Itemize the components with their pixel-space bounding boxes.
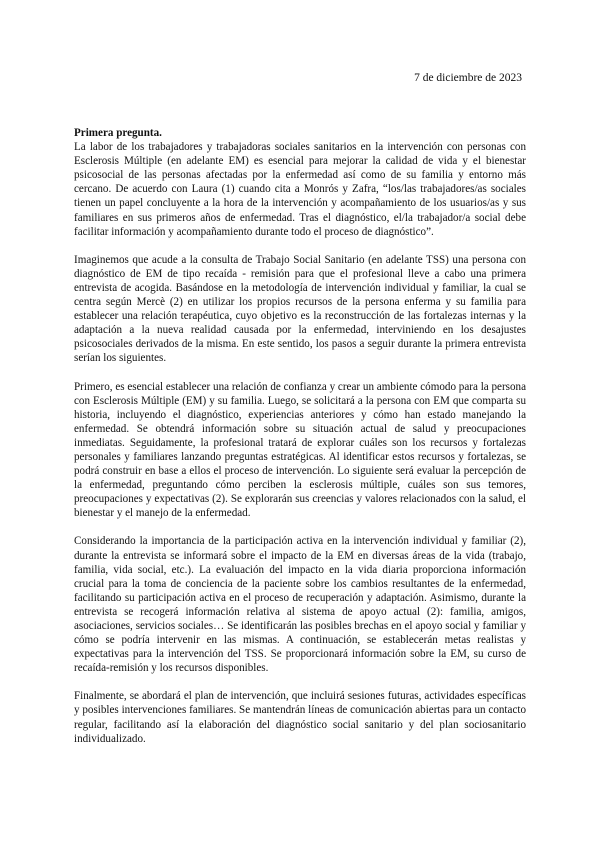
paragraph-5: Finalmente, se abordará el plan de intervención, que incluirá sesiones futuras, actividades específicas y posibles intervenciones familiares. Se mantendrán líneas de comunicación abiertas para un contacto regular, facilitando así la elaboración del diagnóstico social sanitario y del plan sociosanitario individualizado. xyxy=(74,690,526,745)
paragraph-4: Considerando la importancia de la participación activa en la intervención individual y familiar (2), durante la entrevista se informará sobre el impacto de la EM en diversas áreas de la vida (trabajo, familia, vida social, etc.). La evaluación del impacto en la vida diaria proporciona información crucial para la toma de conciencia de la paciente sobre los cambios resultantes de la enfermedad, facilitando su participación activa en el proceso de recuperación y adaptación. Asimismo, durante la entrevista se recogerá información relativa al sistema de apoyo actual (2): familia, amigos, asociaciones, servicios sociales… Se identificarán las posibles brechas en el apoyo social y familiar y cómo se podría intervenir en las mismas. A continuación, se establecerán metas realistas y expectativas para la intervención del TSS. Se proporcionará información sobre la EM, su curso de recaída-remisión y los recursos disponibles. xyxy=(74,535,526,675)
paragraph-3: Primero, es esencial establecer una relación de confianza y crear un ambiente cómodo para la persona con Esclerosis Múltiple (EM) y su familia. Luego, se solicitará a la persona con EM que comparta su historia, incluyendo el diagnóstico, experiencias anteriores y cómo han estado manejando la enfermedad. Se obtendrá información sobre su situación actual de salud y preocupaciones inmediatas. Seguidamente, la profesional tratará de explorar cuáles son los recursos y fortalezas personales y familiares lanzando preguntas estratégicas. Al identificar estos recursos y fortalezas, se podrá construir en base a ellos el proceso de intervención. Lo siguiente será evaluar la percepción de la enfermedad, preguntando cómo perciben la esclerosis múltiple, cuáles son sus temores, preocupaciones y expectativas (2). Se explorarán sus creencias y valores relacionados con la salud, el bienestar y el manejo de la enfermedad. xyxy=(74,380,526,520)
paragraph-1: La labor de los trabajadores y trabajadoras sociales sanitarios en la intervención con personas con Esclerosis Múltiple (en adelante EM) es esencial para mejorar la calidad de vida y el bienestar psicosocial de las personas afectadas por la enfermedad así como de su familia y entorno más cercano. De acuerdo con Laura (1) cuando cita a Monrós y Zafra, “los/las trabajadores/as sociales tienen un papel concluyente a la hora de la intervención y acompañamiento de los usuarios/as y sus familiares en sus primeros años de enfermedad. Tras el diagnóstico, el/la trabajador/a social debe facilitar información y acompañamiento durante todo el proceso de diagnóstico”. xyxy=(74,141,526,238)
document-body xyxy=(74,126,526,760)
document-date: 7 de diciembre de 2023 xyxy=(414,72,522,84)
section-heading: Primera pregunta. xyxy=(74,127,162,139)
paragraph-2: Imaginemos que acude a la consulta de Trabajo Social Sanitario (en adelante TSS) una persona con diagnóstico de EM de tipo recaída - remisión para que el profesional lleve a cabo una primera entrevista de acogida. Basándose en la metodología de intervención individual y familiar, la cual se centra según Mercè (2) en utilizar los propios recursos de la persona enferma y su familia para establecer una relación terapéutica, cuyo objetivo es la reconstrucción de las fortalezas internas y la adaptación a la nueva realidad causada por la enfermedad, interviniendo en los desajustes psicosociales derivados de la misma. En este sentido, los pasos a seguir durante la primera entrevista serían los siguientes. xyxy=(74,253,526,365)
